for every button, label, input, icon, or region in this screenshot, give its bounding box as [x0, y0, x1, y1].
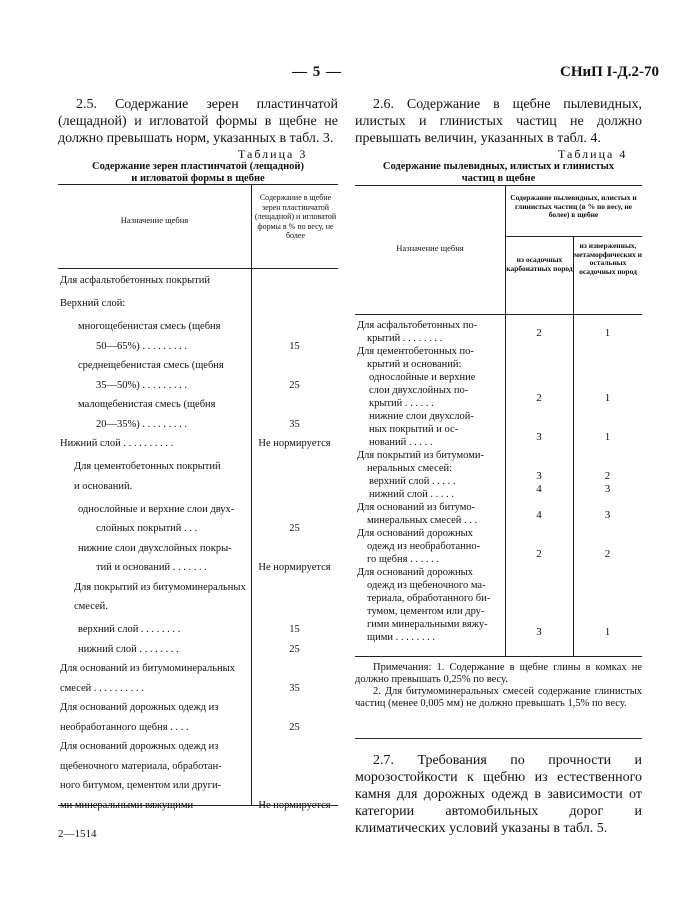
table4-value-igneous: 2 [604, 470, 611, 482]
table4-caption: Таблица 4 [558, 147, 628, 161]
paragraph-2-7: 2.7. Требования по прочности и морозостойкости к щебню из естественного камня для дорожных одежд в зависимости от категории автомобильных дорог и климатических условий указаны в табл. 5. [355, 753, 642, 836]
table4-row-label: ных покрытий и ос- [369, 424, 459, 435]
table3-row-label: нижние слои двухслойных покры- [78, 542, 232, 554]
table4-value-igneous: 2 [604, 548, 611, 560]
table4-row-label: Для оснований из битумо- [357, 502, 476, 513]
table3-row-value: 15 [289, 624, 300, 635]
table4-row-label: го щебня . . . . . . [367, 554, 439, 565]
table3-row-label: тий и оснований . . . . . . . [96, 562, 207, 573]
divider [355, 738, 642, 739]
table3-row-value: Не нормируется [258, 562, 331, 573]
table4-row-label: крытий . . . . . . . . [367, 333, 443, 344]
table4-row-label: верхний слой . . . . . [369, 476, 456, 487]
table3-row-value: 35 [289, 418, 300, 430]
table4-value-carbonate: 2 [536, 392, 542, 404]
table3-row-label: Для цементобетонных покрытий [74, 461, 221, 472]
table3-row-value: 25 [289, 523, 300, 534]
table4-row-label: одежд из необработанно- [367, 541, 481, 552]
paragraph-2-5: 2.5. Содержание зерен пластинчатой (лещадной) и игловатой формы в щебне не должно превышать норм, указанных в табл. 3. [58, 97, 338, 146]
table3-row-label: Для оснований дорожных одежд из [60, 741, 219, 752]
table4-value-igneous: 1 [604, 327, 611, 339]
table4-value-igneous: 3 [604, 483, 611, 495]
table4-row-label: крытий и оснований: [367, 359, 462, 370]
table3-row-label: однослойные и верхние слои двух- [78, 503, 235, 515]
table4-row-label: крытий . . . . . . [369, 398, 434, 409]
table3-row-value: 25 [289, 643, 300, 655]
table4-value-carbonate: 3 [536, 626, 542, 638]
table4-notes: Примечания: 1. Содержание в щебне глины в комках не должно превышать 0,25% по весу. 2. Для битумоминеральных смесей содержание глинистых частиц (менее 0,005 мм) не должно превышать 1,5% по весу. [355, 662, 642, 709]
table4-col-purpose: Назначение щебня [396, 243, 464, 253]
table3-row-label: многощебенистая смесь (щебня [78, 321, 221, 332]
table3 [58, 184, 338, 811]
table4-col-carbonate: из осадочных карбонатных пород [506, 255, 573, 273]
table4-row-label: тумом, цементом или дру- [367, 606, 485, 617]
table4-value-igneous: 1 [604, 626, 611, 638]
table4-value-carbonate: 2 [536, 327, 542, 339]
table4-row-label: щими . . . . . . . . [367, 632, 435, 643]
table3-row-label: и оснований. [74, 480, 133, 492]
table4-title: Содержание пылевидных, илистых и глинистых частиц в щебне [382, 161, 615, 184]
table4-row-label: нований . . . . . [369, 437, 433, 448]
table4-value-carbonate: 4 [536, 483, 542, 495]
table3-row-value: Не нормируется [258, 799, 331, 811]
table4-row-label: неральных смесей: [367, 463, 453, 474]
table3-row-label: Для асфальтобетонных покрытий [60, 275, 211, 286]
table3-row-label: Для оснований дорожных одежд из [60, 702, 219, 713]
table3-row-value: 35 [289, 682, 300, 694]
table3-col-content: Содержание в щебне зерен пластинчатой (лещадной) и игловатой формы в % по весу, не более [254, 193, 337, 240]
table4-row-label: одежд из щебеночного ма- [367, 580, 486, 591]
table3-row-label: верхний слой . . . . . . . . [78, 624, 181, 635]
table3-row-label: смесей . . . . . . . . . . [60, 682, 144, 694]
table3-row-label: Для покрытий из битумоминеральных [74, 581, 246, 593]
table4-value-igneous: 3 [604, 509, 611, 521]
table4-value-igneous: 1 [604, 431, 611, 443]
table3-row-label: Для оснований из битумоминеральных [60, 663, 235, 674]
table3-row-label: среднещебенистая смесь (щебня [78, 360, 224, 371]
table4-row-label: Для цементобетонных по- [357, 346, 474, 357]
table3-row-label: Нижний слой . . . . . . . . . . [60, 438, 174, 449]
table3-row-label: 50—65%) . . . . . . . . . [96, 340, 187, 352]
table4 [355, 185, 642, 657]
table3-row-value: Не нормируется [258, 438, 331, 449]
table3-row-label: 35—50%) . . . . . . . . . [96, 379, 187, 391]
table4-value-carbonate: 3 [536, 431, 542, 443]
table4-row-label: минеральных смесей . . . [367, 515, 478, 526]
table3-title: Содержание зерен пластинчатой (лещадной) и игловатой формы в щебне [92, 161, 304, 184]
table4-row-label: Для оснований дорожных [357, 567, 473, 578]
table3-col-purpose: Назначение щебня [120, 215, 189, 225]
table3-row-label: необработанного щебня . . . . [60, 721, 189, 733]
page-number: — 5 — [292, 64, 342, 80]
table4-row-label: Для асфальтобетонных по- [357, 320, 478, 331]
table4-col-group: Содержание пылевидных, илистых и глинистых частиц (в % по весу, не более) в щебне [510, 193, 637, 219]
table3-row-label: смесей. [74, 601, 108, 612]
footer-code: 2—1514 [58, 828, 97, 840]
table4-row-label: гими минеральными вяжу- [367, 619, 488, 630]
table4-col-igneous: из изверженных, метаморфических и остальных осадочных пород [574, 241, 642, 276]
table4-row-label: нижний слой . . . . . [369, 489, 454, 500]
table4-row-label: нижние слои двухслой- [369, 411, 474, 422]
table3-caption: Таблица 3 [238, 147, 308, 161]
table4-row-label: териала, обработанного би- [367, 593, 491, 604]
table3-row-label: щебеночного материала, обработан- [60, 760, 222, 772]
table3-row-label: 20—35%) . . . . . . . . . [96, 418, 187, 430]
table4-value-carbonate: 4 [536, 509, 542, 521]
table3-row-label: слойных покрытий . . . [96, 523, 198, 534]
paragraph-2-6: 2.6. Содержание в щебне пылевидных, илистых и глинистых частиц не должно превышать величин, указанных в табл. 4. [355, 97, 642, 146]
table4-row-label: слои двухслойных по- [369, 385, 469, 396]
table3-row-value: 15 [289, 340, 300, 352]
document-code: СНиП I-Д.2-70 [560, 64, 659, 80]
table3-row-label: нижний слой . . . . . . . . [78, 643, 179, 655]
table4-value-igneous: 1 [604, 392, 611, 404]
table4-value-carbonate: 2 [536, 548, 542, 560]
table3-row-value: 25 [289, 379, 300, 391]
table3-row-label: ного битумом, цементом или други- [60, 780, 222, 791]
table4-row-label: Для оснований дорожных [357, 528, 473, 539]
table3-row-label: малощебенистая смесь (щебня [78, 399, 216, 410]
table3-row-value: 25 [289, 721, 300, 733]
table4-row-label: Для покрытий из битумоми- [357, 450, 484, 461]
table3-row-label: Верхний слой: [60, 298, 126, 309]
table3-row-label: ми минеральными вяжущими [60, 799, 194, 811]
table4-row-label: однослойные и верхние [369, 372, 476, 383]
table4-value-carbonate: 3 [536, 470, 542, 482]
